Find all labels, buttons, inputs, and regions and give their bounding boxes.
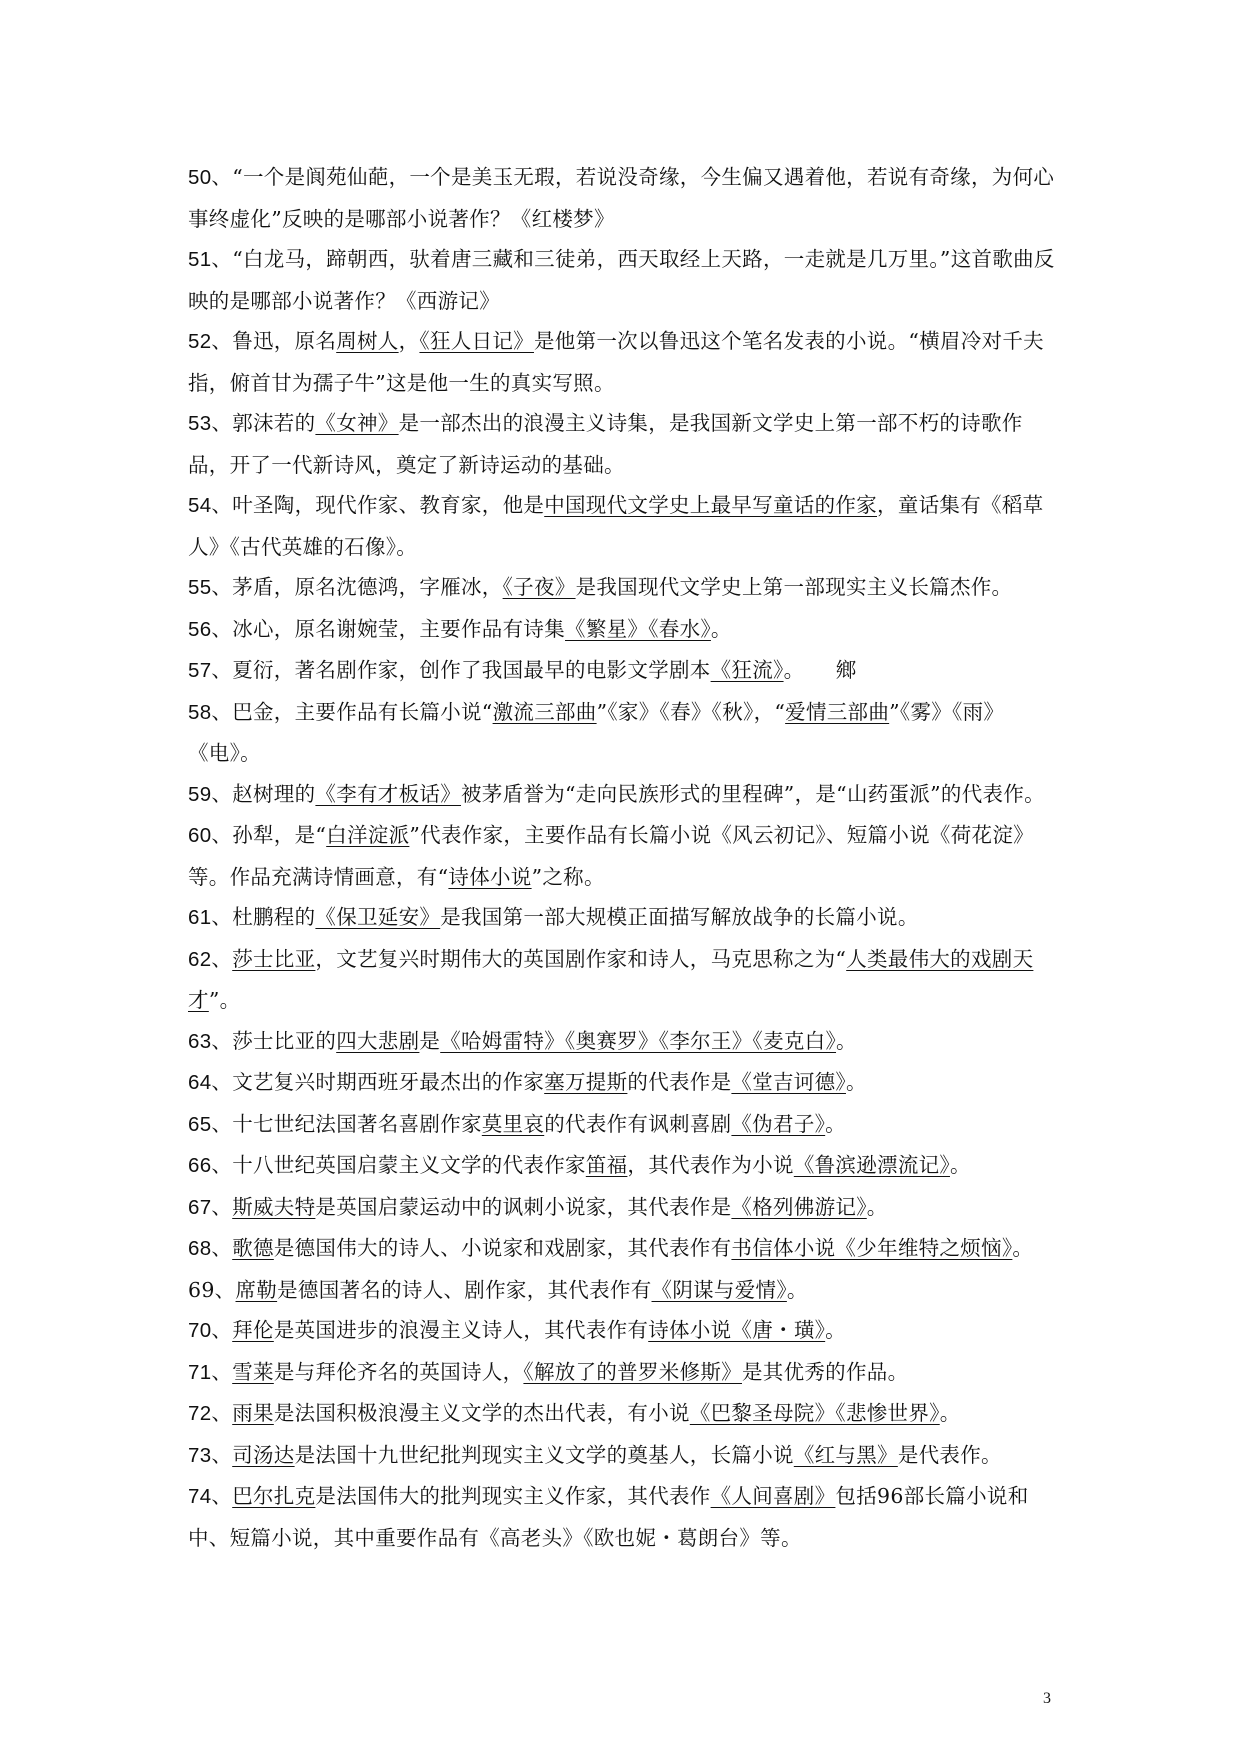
- item-text: 莎士比亚的: [232, 1028, 337, 1053]
- underlined-text: 《女神》: [315, 411, 399, 435]
- item-text: ”代表作家，主要作品有长篇小说《风云初记》、短篇小说《荷花淀》等。作品充满诗情画意，有“: [188, 823, 1034, 889]
- item-number: 54、: [188, 494, 233, 517]
- underlined-text: 诗体小说《唐・璜》: [648, 1318, 826, 1342]
- item-number: 59、: [188, 782, 233, 806]
- item-text: ，童话集有《稻草人》《古代英雄的石像》。: [188, 493, 1044, 559]
- list-item: [188, 897, 1058, 939]
- item-number: 72、: [188, 1402, 233, 1425]
- item-text: 是英国进步的浪漫主义诗人，其代表作有: [273, 1318, 649, 1342]
- item-text: ”。: [208, 988, 241, 1012]
- item-number: 62、: [188, 947, 233, 971]
- item-text: 冰心，原名谢婉莹，主要作品有诗集: [232, 616, 566, 641]
- item-number: 67、: [188, 1195, 233, 1219]
- item-text: 是我国第一部大规模正面描写解放战争的长篇小说。: [440, 905, 919, 929]
- item-text: 叶圣陶，现代作家、教育家，他是: [232, 493, 545, 517]
- list-item: [188, 1435, 1058, 1477]
- list-item: [188, 239, 1058, 321]
- item-text: 是德国著名的诗人、剧作家，其代表作有: [277, 1277, 652, 1302]
- item-text: 是代表作。: [897, 1442, 1002, 1467]
- underlined-text: 《哈姆雷特》《奥赛罗》《李尔王》《麦克白》: [440, 1028, 837, 1053]
- underlined-text: 《保卫延安》: [315, 905, 441, 929]
- item-text: 是德国伟大的诗人、小说家和戏剧家，其代表作有: [273, 1236, 732, 1260]
- underlined-text: 人类最伟大的戏剧天才: [188, 946, 1034, 1012]
- item-text: 是其优秀的作品。: [741, 1359, 909, 1384]
- list-item: [188, 692, 1058, 774]
- item-number: 66、: [188, 1154, 233, 1177]
- list-item: [188, 1145, 1058, 1187]
- item-text: 是与拜伦齐名的英国诗人，: [273, 1359, 524, 1384]
- item-text: 赵树理的: [232, 781, 316, 806]
- list-item: [188, 1104, 1058, 1146]
- item-text: 是我国现代文学史上第一部现实主义长篇杰作。: [575, 575, 1013, 599]
- item-number: 53、: [188, 412, 233, 435]
- item-text: 文艺复兴时期西班牙最杰出的作家: [232, 1070, 545, 1094]
- underlined-text: 笛福: [585, 1153, 628, 1177]
- item-text: 是他第一次以鲁迅这个笔名发表的小说。“横眉冷对千夫指，俯首甘为孺子牛”这是他一生的真实写照。: [188, 329, 1044, 395]
- item-text: ，其代表作为小说: [627, 1153, 794, 1177]
- item-number: 63、: [188, 1029, 233, 1053]
- item-text: 是: [419, 1028, 441, 1053]
- underlined-text: 诗体小说: [448, 864, 532, 889]
- underlined-text: 席勒: [235, 1277, 278, 1302]
- item-number: 74、: [188, 1485, 233, 1508]
- list-item: [188, 1187, 1058, 1229]
- item-text: 。: [825, 1318, 846, 1342]
- item-text: 巴金，主要作品有长篇小说“: [232, 699, 493, 724]
- item-text: 。 69、: [188, 1236, 1051, 1302]
- item-number: 60、: [188, 824, 233, 847]
- item-text: 。: [949, 1153, 971, 1177]
- underlined-text: 《繁星》《春水》: [565, 616, 711, 641]
- underlined-text: 《狂人日记》: [419, 329, 534, 353]
- item-number: 61、: [188, 906, 233, 929]
- item-number: 68、: [188, 1237, 233, 1260]
- underlined-text: 《红与黑》: [793, 1442, 898, 1467]
- list-item: [188, 321, 1058, 403]
- item-number: 57、: [188, 659, 233, 682]
- item-number: 52、: [188, 330, 233, 353]
- item-text: ，文艺复兴时期伟大的英国剧作家和诗人，马克思称之为“: [315, 946, 847, 971]
- underlined-text: 白洋淀派: [326, 823, 410, 847]
- underlined-text: 《格列佛游记》: [731, 1194, 867, 1219]
- item-text: 茅盾，原名沈德鸿，字雁冰，: [232, 575, 503, 599]
- item-text: 。 鄉: [783, 658, 857, 682]
- list-item: [188, 403, 1058, 485]
- item-text: 十八世纪英国启蒙主义文学的代表作家: [232, 1153, 586, 1177]
- item-text: 是法国十九世纪批判现实主义文学的奠基人，长篇小说: [294, 1442, 794, 1467]
- item-text: 的代表作有讽刺喜剧: [544, 1111, 732, 1136]
- item-text: 。: [836, 1028, 857, 1053]
- underlined-text: 《狂流》: [710, 658, 784, 682]
- list-item: [188, 815, 1058, 897]
- item-text: 孙犁，是“: [232, 823, 327, 847]
- item-text: 杜鹏程的: [232, 905, 316, 929]
- page-number: 3: [1043, 1690, 1051, 1707]
- list-item: [188, 485, 1058, 567]
- underlined-text: 《解放了的普罗米修斯》: [523, 1359, 742, 1384]
- underlined-text: 《人间喜剧》: [710, 1484, 836, 1508]
- list-item: [188, 774, 1058, 816]
- item-text: ”之称。: [531, 864, 605, 889]
- item-text: 鲁迅，原名: [232, 329, 337, 353]
- list-item: [188, 157, 1058, 239]
- list-item: [188, 1228, 1058, 1310]
- list-item: [188, 567, 1058, 609]
- underlined-text: 《伪君子》: [731, 1111, 826, 1136]
- list-item: [188, 1476, 1058, 1558]
- item-text: “一个是阆苑仙葩，一个是美玉无瑕，若说没奇缘，今生偏又遇着他，若说有奇缘，为何心事终虚化”反映的是哪部小说著作？《红楼梦》: [188, 165, 1055, 231]
- item-text: 被茅盾誉为“走向民族形式的里程碑”，是“山药蛋派”的代表作。: [461, 781, 1045, 806]
- document-body: [188, 157, 1058, 1558]
- underlined-text: 司汤达: [232, 1442, 295, 1467]
- underlined-text: 爱情三部曲: [785, 699, 890, 724]
- underlined-text: 《堂吉诃德》: [731, 1070, 846, 1094]
- list-item: [188, 650, 1058, 692]
- underlined-text: 周树人: [336, 329, 399, 353]
- underlined-text: 四大悲剧: [336, 1028, 420, 1053]
- underlined-text: 斯威夫特: [232, 1194, 316, 1219]
- underlined-text: 雨果: [232, 1401, 274, 1425]
- item-number: 51、: [188, 248, 233, 271]
- underlined-text: 激流三部曲: [492, 699, 597, 724]
- item-text: 是法国伟大的批判现实主义作家，其代表作: [315, 1484, 711, 1508]
- item-text: 包括96部长篇小说和中、短篇小说，其中重要作品有《高老头》《欧也妮・葛朗台》等。: [188, 1484, 1029, 1550]
- list-item: [188, 939, 1058, 1021]
- item-text: 。: [825, 1111, 846, 1136]
- list-item: [188, 1310, 1058, 1352]
- underlined-text: 《鲁滨逊漂流记》: [793, 1153, 950, 1177]
- item-number: 56、: [188, 617, 233, 641]
- underlined-text: 《阴谋与爱情》: [651, 1277, 787, 1302]
- item-number: 70、: [188, 1319, 233, 1342]
- item-text: 郭沫若的: [232, 411, 316, 435]
- list-item: [188, 1021, 1058, 1063]
- item-text: 。: [866, 1194, 888, 1219]
- underlined-text: 中国现代文学史上最早写童话的作家: [544, 493, 878, 517]
- underlined-text: 书信体小说《少年维特之烦恼》: [731, 1236, 1013, 1260]
- list-item: [188, 1062, 1058, 1104]
- item-text: 是一部杰出的浪漫主义诗集，是我国新文学史上第一部不朽的诗歌作品，开了一代新诗风，奠定了新诗运动的基础。: [188, 411, 1023, 477]
- underlined-text: 《巴黎圣母院》《悲惨世界》: [689, 1401, 940, 1425]
- item-number: 55、: [188, 576, 233, 599]
- underlined-text: 《李有才板话》: [315, 781, 462, 806]
- item-text: 。: [939, 1401, 961, 1425]
- underlined-text: 塞万提斯: [544, 1070, 628, 1094]
- item-text: 是法国积极浪漫主义文学的杰出代表，有小说: [273, 1401, 690, 1425]
- underlined-text: 莎士比亚: [232, 946, 316, 971]
- underlined-text: 《子夜》: [502, 575, 576, 599]
- item-number: 65、: [188, 1112, 233, 1136]
- item-number: 50、: [188, 166, 233, 189]
- item-number: 64、: [188, 1071, 233, 1094]
- underlined-text: 雪莱: [232, 1359, 274, 1384]
- list-item: [188, 1352, 1058, 1394]
- item-text: ”《家》《春》《秋》，“: [596, 699, 786, 724]
- item-text: ”《雾》《雨》《电》。: [188, 699, 1005, 765]
- item-text: 的代表作是: [627, 1070, 732, 1094]
- item-number: 58、: [188, 700, 233, 724]
- underlined-text: 莫里哀: [481, 1111, 545, 1136]
- item-text: ，: [398, 329, 420, 353]
- underlined-text: 拜伦: [232, 1318, 274, 1342]
- item-text: 。: [845, 1070, 867, 1094]
- list-item: [188, 609, 1058, 651]
- item-number: 71、: [188, 1360, 233, 1384]
- item-number: 73、: [188, 1443, 233, 1467]
- item-text: “白龙马，蹄朝西，驮着唐三藏和三徒弟，西天取经上天路，一走就是几万里。”这首歌曲反映的是哪部小说著作？《西游记》: [188, 247, 1055, 313]
- underlined-text: 歌德: [232, 1236, 274, 1260]
- item-text: 夏衍，著名剧作家，创作了我国最早的电影文学剧本: [232, 658, 711, 682]
- list-item: [188, 1393, 1058, 1435]
- underlined-text: 巴尔扎克: [232, 1484, 316, 1508]
- item-text: 。: [786, 1277, 808, 1302]
- item-text: 十七世纪法国著名喜剧作家: [232, 1111, 482, 1136]
- item-text: 是英国启蒙运动中的讽刺小说家，其代表作是: [315, 1194, 732, 1219]
- item-text: 。: [710, 616, 732, 641]
